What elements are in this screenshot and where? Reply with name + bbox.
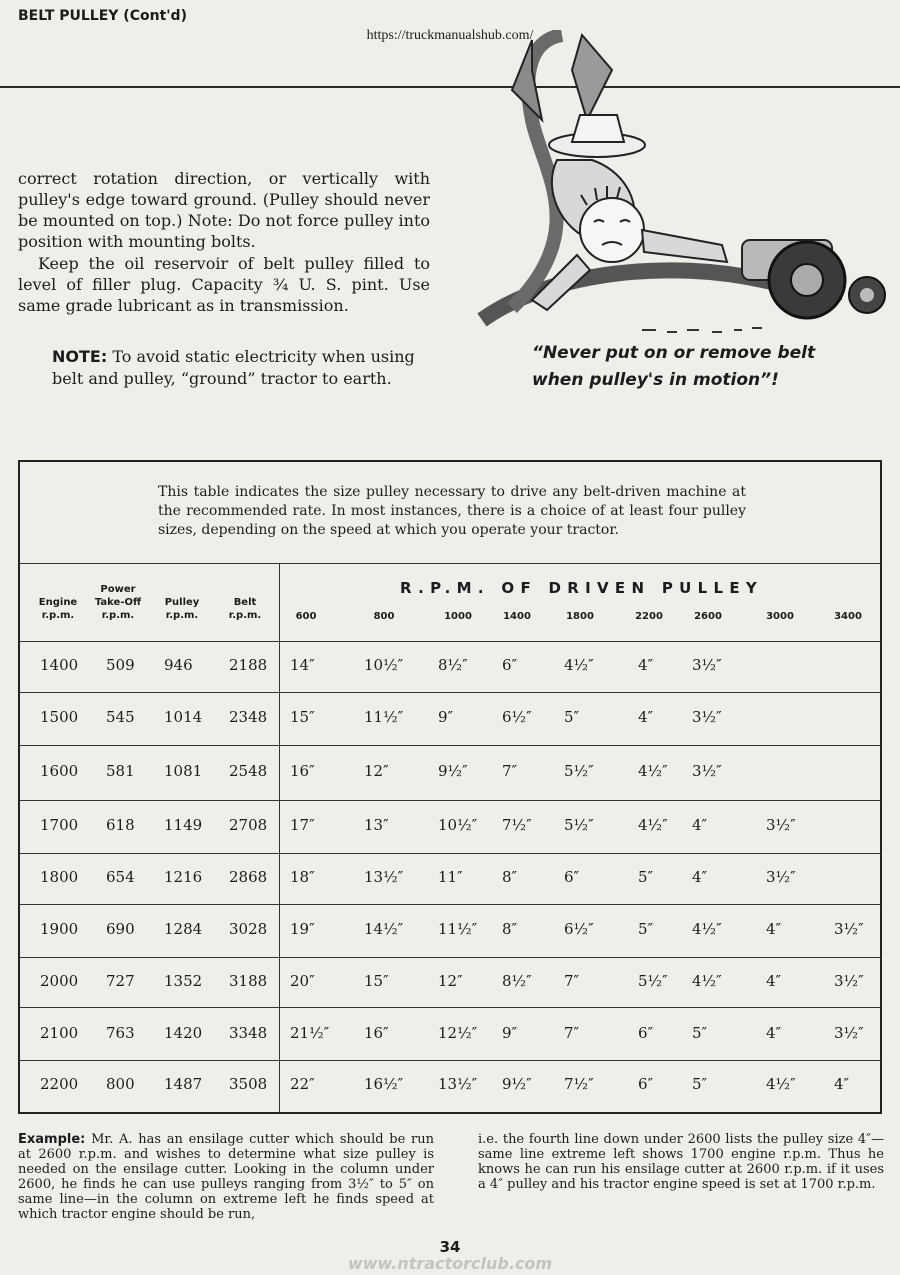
illustration-caption (532, 340, 862, 394)
cell-pulley-size: 4″ (692, 868, 708, 886)
cell-pulley-size: 8″ (502, 920, 518, 938)
cell-pulley-size: 12½″ (438, 1024, 478, 1042)
cell-pulley-size: 3½″ (834, 972, 864, 990)
cell-pulley-size: 3½″ (692, 708, 722, 726)
cell-belt-rpm: 3348 (229, 1024, 268, 1042)
page-number: 34 (439, 1238, 461, 1256)
watermark-url: www.ntractorclub.com (347, 1254, 553, 1273)
row-divider (20, 957, 882, 958)
row-divider (20, 800, 882, 801)
header-engine-rpm: Engine r.p.m. (38, 597, 78, 621)
cell-pulley-size: 15″ (290, 708, 315, 726)
cell-pulley-size: 5″ (692, 1075, 708, 1093)
source-url[interactable]: https://truckmanualshub.com/ (366, 28, 534, 43)
driven-rpm-header: 3000 (766, 611, 794, 622)
cell-pulley-size: 10½″ (364, 656, 404, 674)
cell-pulley-rpm: 1014 (164, 708, 203, 726)
cell-pulley-size: 19″ (290, 920, 315, 938)
safety-note (52, 346, 430, 390)
note-label: NOTE: (52, 347, 108, 366)
cell-pulley-size: 17″ (290, 816, 315, 834)
cell-pulley-size: 6″ (638, 1024, 654, 1042)
cell-pulley-size: 3½″ (834, 1024, 864, 1042)
cell-pulley-size: 4″ (692, 816, 708, 834)
cell-pulley-size: 13½″ (438, 1075, 478, 1093)
cell-pto-rpm: 654 (106, 868, 135, 886)
table-column-divider (279, 563, 280, 1113)
body-paragraph-2: Keep the oil reservoir of belt pulley filled to level of filler plug. Capacity ¾ U. S. pint. Use same grade lubricant as in transmission. (18, 254, 430, 315)
cell-pulley-size: 14″ (290, 656, 315, 674)
table-intro: This table indicates the size pulley necessary to drive any belt-driven machine at the recommended rate. In most instances, there is a choice of at least four pulley sizes, depending on the speed at which you operate your tractor. (158, 484, 746, 538)
cell-pulley-size: 4½″ (564, 656, 594, 674)
cell-pulley-rpm: 1081 (164, 762, 203, 780)
cell-pulley-size: 14½″ (364, 920, 404, 938)
cell-pulley-size: 5½″ (638, 972, 668, 990)
cell-pulley-size: 16″ (364, 1024, 389, 1042)
cell-pulley-size: 4½″ (692, 920, 722, 938)
cell-pulley-size: 4″ (766, 972, 782, 990)
cell-engine-rpm: 2100 (40, 1024, 79, 1042)
cell-pto-rpm: 545 (106, 708, 135, 726)
row-divider (20, 692, 882, 693)
header-pulley-rpm: Pulley r.p.m. (164, 597, 200, 621)
cell-pulley-size: 20″ (290, 972, 315, 990)
driven-rpm-header: 800 (373, 611, 395, 622)
cell-belt-rpm: 2188 (229, 656, 268, 674)
cell-pulley-size: 4″ (834, 1075, 850, 1093)
row-divider (20, 853, 882, 854)
note-text: To avoid static electricity when using belt and pulley, “ground” tractor to earth. (52, 347, 415, 388)
cell-belt-rpm: 2868 (229, 868, 268, 886)
cell-pto-rpm: 800 (106, 1075, 135, 1093)
cell-pulley-size: 8½″ (502, 972, 532, 990)
cell-pulley-size: 7½″ (564, 1075, 594, 1093)
example-left-body: Mr. A. has an ensilage cutter which should be run at 2600 r.p.m. and wishes to determine what size pulley is needed on the ensilage cutter. Looking in the column under 2600, he finds he can use pulleys ranging from 3½″ to 5″ on same line—in the column on extreme left he finds speed at which tractor engine should be run, (18, 1132, 434, 1222)
cell-pulley-size: 7″ (564, 1024, 580, 1042)
caption-line-1: “Never put on or remove belt (532, 343, 816, 363)
row-divider (20, 904, 882, 905)
caption-line-2: when pulley's in motion”! (532, 370, 779, 390)
cell-pto-rpm: 763 (106, 1024, 135, 1042)
cell-pulley-size: 16½″ (364, 1075, 404, 1093)
cell-pulley-size: 8″ (502, 868, 518, 886)
cell-engine-rpm: 1500 (40, 708, 79, 726)
cell-pulley-size: 4″ (766, 1024, 782, 1042)
cell-pulley-size: 22″ (290, 1075, 315, 1093)
cell-pulley-size: 9″ (502, 1024, 518, 1042)
cell-pto-rpm: 727 (106, 972, 135, 990)
cell-pulley-size: 4″ (638, 656, 654, 674)
cell-pto-rpm: 509 (106, 656, 135, 674)
driven-rpm-header: 1800 (566, 611, 594, 622)
cell-pulley-size: 10½″ (438, 816, 478, 834)
cell-pulley-size: 5″ (638, 920, 654, 938)
cell-pulley-size: 3½″ (766, 868, 796, 886)
cell-pto-rpm: 690 (106, 920, 135, 938)
cell-pulley-size: 3½″ (692, 762, 722, 780)
cell-belt-rpm: 3188 (229, 972, 268, 990)
row-divider (20, 745, 882, 746)
cell-pulley-size: 11½″ (438, 920, 478, 938)
cell-pulley-size: 3½″ (766, 816, 796, 834)
cell-pulley-size: 6½″ (502, 708, 532, 726)
cell-pulley-size: 6″ (502, 656, 518, 674)
section-header: BELT PULLEY (Cont'd) (18, 8, 187, 24)
cell-pto-rpm: 618 (106, 816, 135, 834)
driven-rpm-header: 2600 (694, 611, 722, 622)
driven-pulley-rpm-title: R.P.M. OF DRIVEN PULLEY (400, 579, 764, 597)
cell-pulley-size: 7″ (502, 762, 518, 780)
cell-pulley-size: 13½″ (364, 868, 404, 886)
cell-belt-rpm: 2548 (229, 762, 268, 780)
cell-belt-rpm: 3508 (229, 1075, 268, 1093)
cell-engine-rpm: 1800 (40, 868, 79, 886)
cell-pulley-size: 4½″ (766, 1075, 796, 1093)
cell-pulley-size: 15″ (364, 972, 389, 990)
cell-pulley-size: 9″ (438, 708, 454, 726)
cell-pulley-size: 5½″ (564, 762, 594, 780)
cell-pulley-size: 4½″ (638, 816, 668, 834)
cell-pulley-size: 5½″ (564, 816, 594, 834)
cell-pulley-size: 4″ (638, 708, 654, 726)
cell-pulley-size: 3½″ (834, 920, 864, 938)
cell-pulley-rpm: 1216 (164, 868, 203, 886)
cell-pulley-size: 4½″ (692, 972, 722, 990)
cell-engine-rpm: 1400 (40, 656, 79, 674)
cell-pulley-size: 4½″ (638, 762, 668, 780)
cell-engine-rpm: 1700 (40, 816, 79, 834)
cell-pulley-size: 18″ (290, 868, 315, 886)
example-text-right: i.e. the fourth line down under 2600 lists the pulley size 4″—same line extreme left shows 1700 engine r.p.m. Thus he knows he can run his ensilage cutter at 2600 r.p.m. if it uses a 4″ pulley and his tractor engine speed is set at 1700 r.p.m. (478, 1132, 884, 1192)
driven-rpm-header: 3400 (834, 611, 862, 622)
cell-pulley-size: 12″ (364, 762, 389, 780)
example-text-left (18, 1132, 434, 1222)
cell-pulley-size: 7½″ (502, 816, 532, 834)
cell-pulley-size: 7″ (564, 972, 580, 990)
cell-belt-rpm: 3028 (229, 920, 268, 938)
cell-pulley-rpm: 1420 (164, 1024, 203, 1042)
cell-pulley-size: 6½″ (564, 920, 594, 938)
driven-rpm-header: 600 (295, 611, 317, 622)
cell-pulley-size: 5″ (692, 1024, 708, 1042)
cell-pulley-size: 3½″ (692, 656, 722, 674)
cell-pulley-size: 5″ (638, 868, 654, 886)
cell-pulley-size: 5″ (564, 708, 580, 726)
cell-pulley-size: 12″ (438, 972, 463, 990)
cell-engine-rpm: 2200 (40, 1075, 79, 1093)
cell-belt-rpm: 2348 (229, 708, 268, 726)
header-pto-rpm: Power Take-Off r.p.m. (94, 584, 142, 621)
driven-rpm-header: 1000 (444, 611, 472, 622)
cell-pulley-size: 6″ (564, 868, 580, 886)
row-divider (20, 1007, 882, 1008)
cell-pulley-size: 8½″ (438, 656, 468, 674)
header-belt-rpm: Belt r.p.m. (228, 597, 262, 621)
cell-pulley-rpm: 946 (164, 656, 193, 674)
table-header-rule-bottom (20, 641, 882, 642)
cell-pulley-size: 6″ (638, 1075, 654, 1093)
cell-pulley-size: 21½″ (290, 1024, 330, 1042)
cell-pto-rpm: 581 (106, 762, 135, 780)
cell-pulley-rpm: 1487 (164, 1075, 203, 1093)
cell-engine-rpm: 1900 (40, 920, 79, 938)
cell-engine-rpm: 1600 (40, 762, 79, 780)
cell-pulley-size: 13″ (364, 816, 389, 834)
cell-pulley-size: 4″ (766, 920, 782, 938)
driven-rpm-header: 1400 (503, 611, 531, 622)
cartoon-man-tangled-in-belt-illustration (472, 30, 892, 350)
cell-pulley-size: 11″ (438, 868, 463, 886)
cell-engine-rpm: 2000 (40, 972, 79, 990)
cell-belt-rpm: 2708 (229, 816, 268, 834)
driven-rpm-header: 2200 (635, 611, 663, 622)
example-label: Example: (18, 1132, 86, 1147)
table-header-rule-top (20, 563, 882, 564)
pulley-size-table (18, 460, 882, 1114)
row-divider (20, 1060, 882, 1061)
cell-pulley-size: 9½″ (502, 1075, 532, 1093)
cell-pulley-rpm: 1284 (164, 920, 203, 938)
body-paragraph-1: correct rotation direction, or vertically with pulley's edge toward ground. (Pulley should never be mounted on top.) Note: Do not force pulley into position with mounting bolts. (18, 169, 430, 251)
cell-pulley-rpm: 1352 (164, 972, 203, 990)
cell-pulley-rpm: 1149 (164, 816, 203, 834)
cell-pulley-size: 9½″ (438, 762, 468, 780)
cell-pulley-size: 11½″ (364, 708, 404, 726)
cell-pulley-size: 16″ (290, 762, 315, 780)
